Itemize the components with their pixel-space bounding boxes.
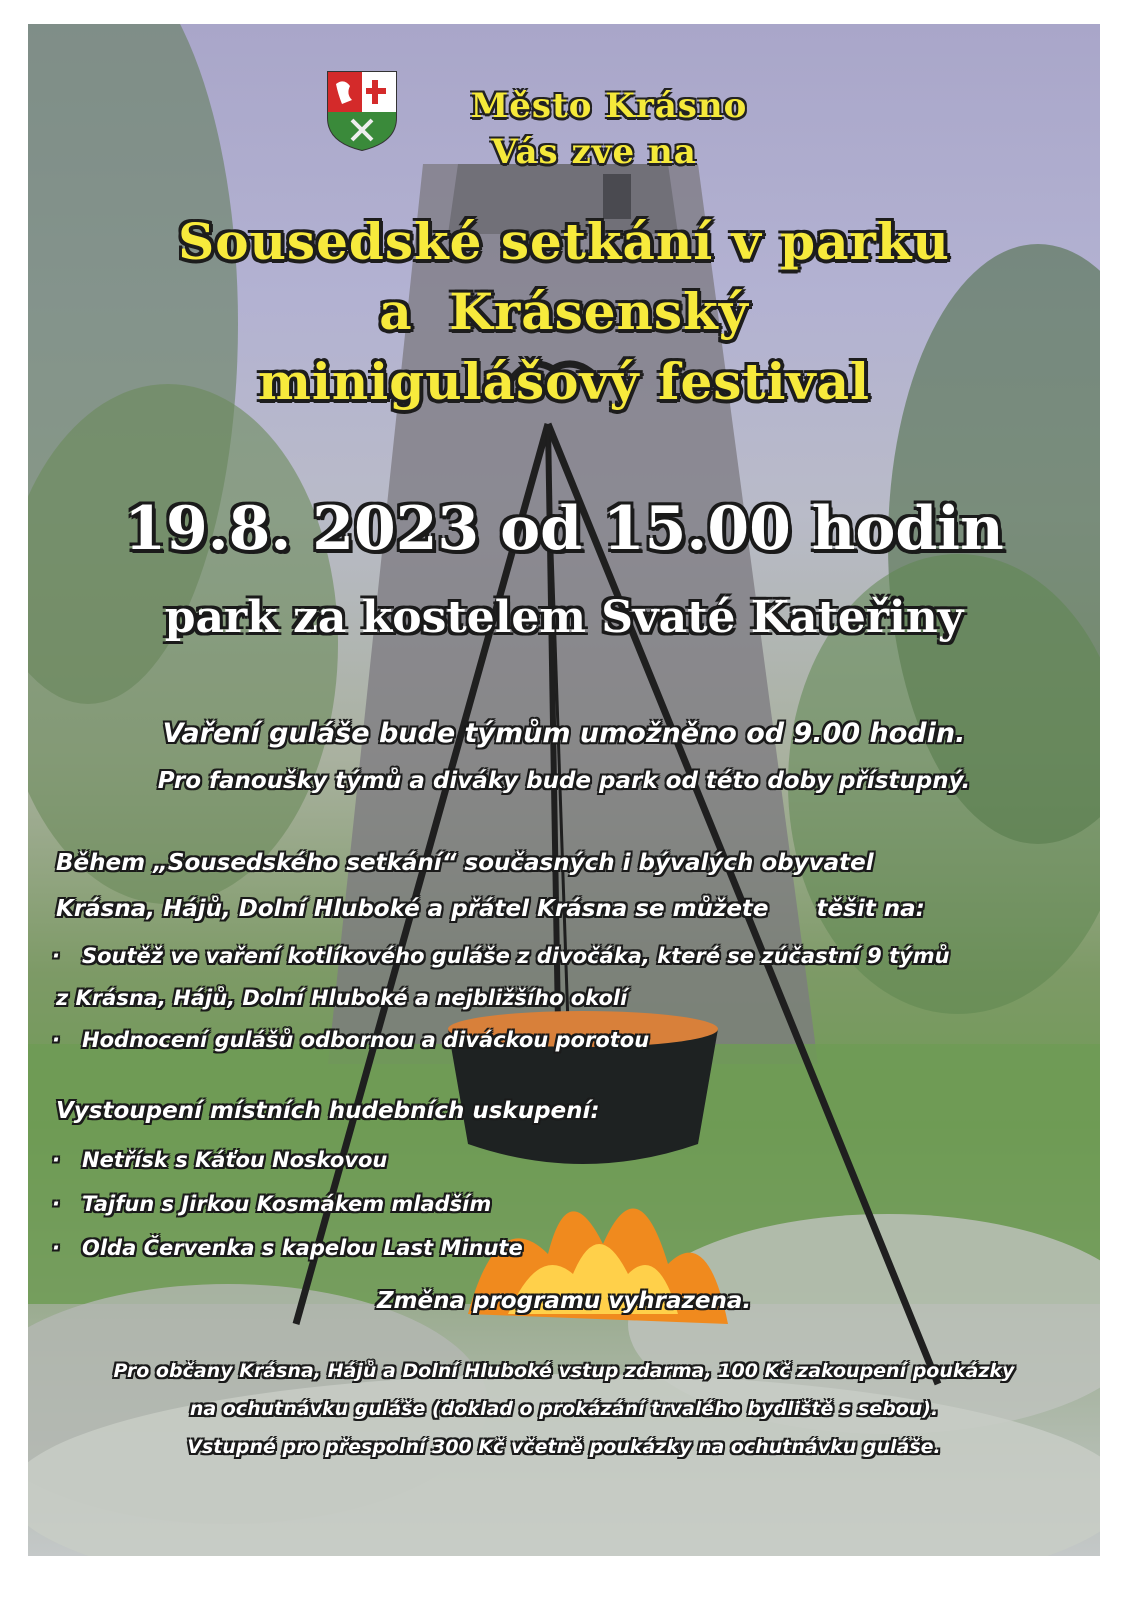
band-name: Netřísk s Káťou Noskovou <box>82 1148 388 1172</box>
music-heading: Vystoupení místních hudebních uskupení: <box>56 1098 600 1124</box>
program-item-contest-text: Soutěž ve vaření kotlíkového guláše z divočáka, které se zúčastní 9 týmů <box>82 944 950 968</box>
intro-cooking-time: Vaření guláše bude týmům umožněno od 9.00 hodin. <box>162 718 966 749</box>
program-lead-2: Krásna, Hájů, Dolní Hluboké a přátel Krásna se můžete těšit na: <box>56 896 925 922</box>
event-title-line-3: minigulášový festival <box>258 352 870 411</box>
band-item <box>52 1192 491 1216</box>
program-item-jury <box>52 1028 649 1052</box>
bullet: · <box>52 1192 60 1216</box>
entry-info-3: Vstupné pro přespolní 300 Kč včetně poukázky na ochutnávku guláše. <box>187 1436 941 1458</box>
band-item <box>52 1148 387 1172</box>
bullet: · <box>52 1236 60 1260</box>
event-title-line-2: a Krásenský <box>379 282 749 341</box>
town-name: Město Krásno <box>470 86 748 126</box>
bullet: · <box>52 1148 60 1172</box>
bullet: · <box>52 944 60 968</box>
entry-info-2: na ochutnávku guláše (doklad o prokázání trvalého bydliště s sebou). <box>189 1398 939 1420</box>
event-title-line-1: Sousedské setkání v parku <box>178 212 950 271</box>
poster-content <box>28 24 1100 1556</box>
program-item-jury-text: Hodnocení gulášů odbornou a diváckou porotou <box>82 1028 650 1052</box>
band-name: Olda Červenka s kapelou Last Minute <box>82 1236 523 1260</box>
entry-info-1: Pro občany Krásna, Hájů a Dolní Hluboké vstup zdarma, 100 Kč zakoupení poukázky <box>113 1360 1015 1382</box>
bullet: · <box>52 1028 60 1052</box>
invite-text: Vás zve na <box>491 132 697 172</box>
program-lead-1: Během „Sousedského setkání“ současných i bývalých obyvatel <box>56 850 874 876</box>
band-item <box>52 1236 523 1260</box>
event-datetime: 19.8. 2023 od 15.00 hodin <box>124 494 1004 564</box>
event-place: park za kostelem Svaté Kateřiny <box>164 592 964 643</box>
program-change-notice: Změna programu vyhrazena. <box>376 1288 752 1314</box>
band-name: Tajfun s Jirkou Kosmákem mladším <box>82 1192 492 1216</box>
poster <box>28 24 1100 1556</box>
program-item-contest <box>52 944 950 968</box>
intro-park-access: Pro fanoušky týmů a diváky bude park od této doby přístupný. <box>157 768 971 794</box>
program-item-contest-cont: z Krásna, Hájů, Dolní Hluboké a nejbližšího okolí <box>56 986 628 1010</box>
